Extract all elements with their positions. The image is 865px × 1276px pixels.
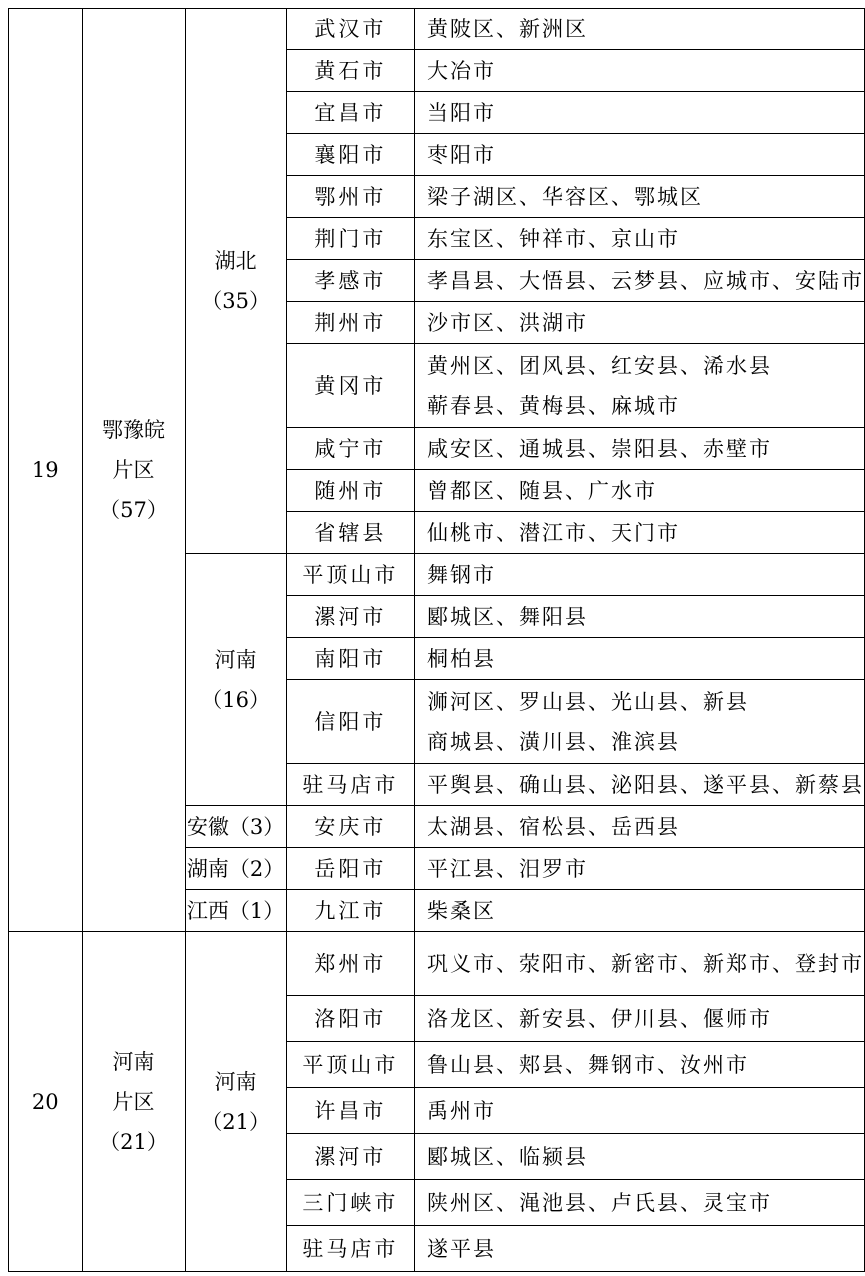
city-cell: 九江市: [286, 890, 414, 932]
county-list-cell: [414, 176, 864, 218]
county-list-cell: [414, 1226, 864, 1272]
cell-text-line: 郾城区、舞阳县: [426, 604, 588, 629]
cell-text-line: 黄陂区、新洲区: [426, 17, 588, 41]
cell-text-line: （21）: [99, 1129, 168, 1154]
city-cell: 驻马店市: [286, 764, 414, 806]
county-list-cell: [414, 1088, 864, 1134]
cell-text-line: 太湖县、宿松县、岳西县: [426, 814, 680, 839]
county-list-cell: [414, 302, 864, 344]
county-list-cell: [414, 134, 864, 176]
county-list-cell: [414, 638, 864, 680]
region-cell: [82, 932, 185, 1272]
cell-text-line: 仙桃市、潜江市、天门市: [426, 520, 680, 545]
county-list-cell: [414, 512, 864, 554]
city-cell: 黄冈市: [286, 344, 414, 428]
province-cell: [185, 9, 286, 554]
cell-text-line: 沙市区、洪湖市: [426, 310, 588, 335]
city-cell: 孝感市: [286, 260, 414, 302]
city-cell: 郑州市: [286, 932, 414, 996]
table-body: [9, 9, 865, 1272]
city-cell: 荆州市: [286, 302, 414, 344]
cell-text-line: 河南: [112, 1049, 155, 1074]
cell-text-line: 曾都区、随县、广水市: [426, 478, 657, 503]
city-cell: 平顶山市: [286, 1042, 414, 1088]
cell-text-line: 遂平县: [426, 1236, 496, 1261]
cell-text-line: 湖北: [214, 249, 257, 273]
county-list-cell: [414, 428, 864, 470]
cell-text-line: 桐柏县: [426, 646, 496, 671]
cell-text-line: 平舆县、确山县、泌阳县、遂平县、新蔡县: [426, 772, 864, 797]
city-cell: 许昌市: [286, 1088, 414, 1134]
cell-text-line: （21）: [201, 1109, 270, 1134]
cell-text-line: 片区: [112, 1089, 155, 1114]
city-cell: 驻马店市: [286, 1226, 414, 1272]
city-cell: 岳阳市: [286, 848, 414, 890]
city-cell: 鄂州市: [286, 176, 414, 218]
cell-text-line: 江西（1）: [186, 898, 285, 923]
cell-text-line: 咸安区、通城县、崇阳县、赤壁市: [426, 436, 772, 461]
cell-text-line: 安徽（3）: [186, 814, 285, 839]
cell-text-line: 东宝区、钟祥市、京山市: [426, 226, 680, 251]
cell-text-line: 孝昌县、大悟县、云梦县、应城市、安陆市: [426, 268, 864, 293]
city-cell: 咸宁市: [286, 428, 414, 470]
city-cell: 黄石市: [286, 50, 414, 92]
province-cell: [185, 890, 286, 932]
county-list-cell: [414, 890, 864, 932]
cell-text-line: （57）: [99, 498, 168, 522]
cell-text-line: （16）: [201, 687, 270, 712]
province-cell: [185, 554, 286, 806]
city-cell: 漯河市: [286, 1134, 414, 1180]
county-list-cell: [414, 764, 864, 806]
cell-text-line: 郾城区、临颍县: [426, 1144, 588, 1169]
county-list-cell: [414, 932, 864, 996]
district-table: [8, 8, 865, 1272]
county-list-cell: [414, 50, 864, 92]
county-list-cell: [414, 92, 864, 134]
province-cell: [185, 932, 286, 1272]
cell-text-line: 梁子湖区、华容区、鄂城区: [426, 184, 703, 209]
cell-text-line: 柴桑区: [426, 898, 496, 923]
cell-text-line: 鲁山县、郏县、舞钢市、汝州市: [426, 1052, 749, 1077]
city-cell: 襄阳市: [286, 134, 414, 176]
group-number-cell: 19: [9, 9, 83, 932]
cell-text-line: 大冶市: [426, 58, 496, 83]
cell-text-line: 浉河区、罗山县、光山县、新县: [426, 689, 749, 714]
table-row: [9, 9, 865, 50]
cell-text-line: 当阳市: [426, 100, 496, 125]
cell-text-line: 商城县、潢川县、淮滨县: [426, 729, 680, 754]
city-cell: 平顶山市: [286, 554, 414, 596]
cell-text-line: 枣阳市: [426, 142, 496, 167]
province-cell: [185, 806, 286, 848]
cell-text-line: 禹州市: [426, 1098, 496, 1123]
cell-text-line: 洛龙区、新安县、伊川县、偃师市: [426, 1006, 772, 1031]
cell-text-line: 巩义市、荥阳市、新密市、新郑市、登封市: [426, 951, 864, 976]
county-list-cell: [414, 848, 864, 890]
county-list-cell: [414, 806, 864, 848]
county-list-cell: [414, 9, 864, 50]
county-list-cell: [414, 1180, 864, 1226]
province-cell: [185, 848, 286, 890]
county-list-cell: [414, 1042, 864, 1088]
cell-text-line: 鄂豫皖: [102, 418, 165, 442]
city-cell: 随州市: [286, 470, 414, 512]
city-cell: 信阳市: [286, 680, 414, 764]
county-list-cell: [414, 596, 864, 638]
cell-text-line: 河南: [214, 647, 257, 672]
cell-text-line: 河南: [214, 1069, 257, 1094]
county-list-cell: [414, 260, 864, 302]
cell-text-line: 平江县、汨罗市: [426, 856, 588, 881]
city-cell: 南阳市: [286, 638, 414, 680]
county-list-cell: [414, 1134, 864, 1180]
city-cell: 宜昌市: [286, 92, 414, 134]
region-cell: [82, 9, 185, 932]
city-cell: 安庆市: [286, 806, 414, 848]
group-number-cell: 20: [9, 932, 83, 1272]
cell-text-line: 陕州区、渑池县、卢氏县、灵宝市: [426, 1190, 772, 1215]
table-row: [9, 932, 865, 996]
city-cell: 漯河市: [286, 596, 414, 638]
city-cell: 荆门市: [286, 218, 414, 260]
county-list-cell: [414, 470, 864, 512]
cell-text-line: 舞钢市: [426, 562, 496, 587]
cell-text-line: 湖南（2）: [186, 856, 285, 881]
city-cell: 省辖县: [286, 512, 414, 554]
city-cell: 三门峡市: [286, 1180, 414, 1226]
county-list-cell: [414, 996, 864, 1042]
county-list-cell: [414, 344, 864, 428]
city-cell: 洛阳市: [286, 996, 414, 1042]
city-cell: 武汉市: [286, 9, 414, 50]
cell-text-line: 蕲春县、黄梅县、麻城市: [426, 393, 680, 418]
county-list-cell: [414, 554, 864, 596]
cell-text-line: 片区: [112, 458, 155, 482]
county-list-cell: [414, 218, 864, 260]
cell-text-line: （35）: [201, 289, 270, 313]
county-list-cell: [414, 680, 864, 764]
cell-text-line: 黄州区、团风县、红安县、浠水县: [426, 353, 772, 378]
